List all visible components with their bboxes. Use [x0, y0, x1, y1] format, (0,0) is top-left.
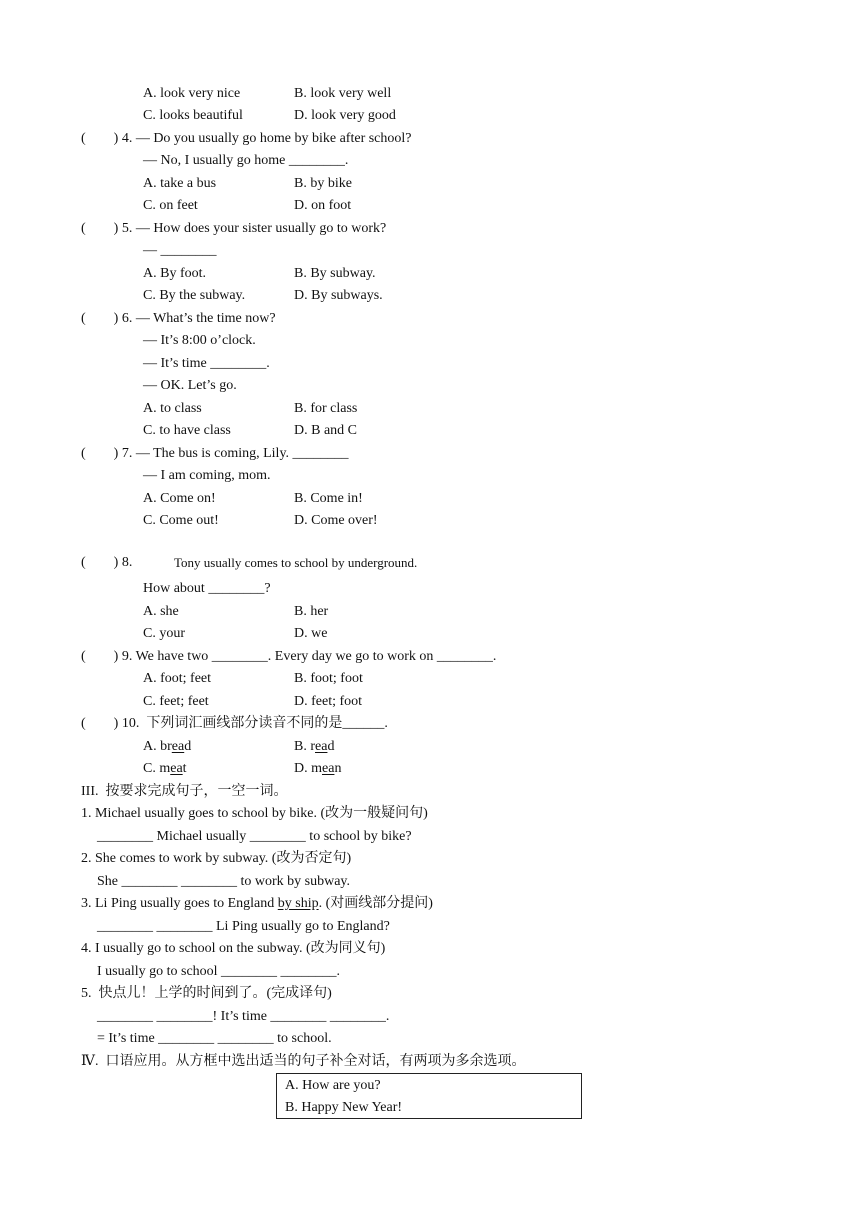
- section-3-title: III. 按要求完成句子，一空一词。: [81, 784, 288, 799]
- q7-reply: — I am coming, mom.: [143, 468, 271, 483]
- q8-option-c: C. your: [143, 626, 185, 641]
- q6-option-c: C. to have class: [143, 423, 231, 438]
- q5-reply: — ________: [143, 243, 217, 258]
- s3-answer-3: ________ ________ Li Ping usually go to England?: [97, 919, 390, 934]
- options-box: [276, 1073, 582, 1119]
- q10-option-b: B. read: [294, 739, 335, 754]
- section-4-title: Ⅳ. 口语应用。从方框中选出适当的句子补全对话，有两项为多余选项。: [81, 1054, 526, 1069]
- q6-stem: ( ) 6. — What’s the time now?: [81, 311, 276, 326]
- q4-option-b: B. by bike: [294, 176, 352, 191]
- q9-option-a: A. foot; feet: [143, 671, 212, 686]
- q8-stem: Tony usually comes to school by underground.: [174, 555, 418, 570]
- q5-option-a: A. By foot.: [143, 266, 206, 281]
- s3-sentence-1: 1. Michael usually goes to school by bike. (改为一般疑问句): [81, 806, 428, 821]
- q8-line-2: How about ________?: [143, 581, 271, 596]
- q8-option-b: B. her: [294, 604, 329, 619]
- q3-option-b: B. look very well: [294, 86, 392, 101]
- q4-option-a: A. take a bus: [143, 176, 217, 191]
- s3-answer-4: I usually go to school ________ ________.: [97, 964, 341, 979]
- q10-option-d: D. mean: [294, 761, 342, 776]
- q9-option-d: D. feet; foot: [294, 694, 363, 709]
- q9-stem: ( ) 9. We have two ________. Every day we go to work on ________.: [81, 649, 497, 664]
- q10-option-a: A. bread: [143, 739, 192, 754]
- q3-option-a: A. look very nice: [143, 86, 241, 101]
- q7-stem: ( ) 7. — The bus is coming, Lily. ________: [81, 446, 349, 461]
- q7-option-a: A. Come on!: [143, 491, 216, 506]
- q4-option-c: C. on feet: [143, 198, 198, 213]
- q9-option-b: B. foot; foot: [294, 671, 363, 686]
- q6-line-2: — It’s 8:00 o’clock.: [143, 333, 256, 348]
- q4-stem: ( ) 4. — Do you usually go home by bike after school?: [81, 131, 412, 146]
- q7-option-d: D. Come over!: [294, 513, 378, 528]
- s3-answer-1: ________ Michael usually ________ to school by bike?: [97, 829, 412, 844]
- q7-option-c: C. Come out!: [143, 513, 219, 528]
- q6-line-3: — It’s time ________.: [143, 356, 270, 371]
- q8-option-d: D. we: [294, 626, 328, 641]
- box-option-a: A. How are you?: [285, 1078, 381, 1093]
- box-option-b: B. Happy New Year!: [285, 1100, 403, 1115]
- q10-stem: ( ) 10. 下列词汇画线部分读音不同的是______.: [81, 716, 388, 731]
- s3-sentence-2: 2. She comes to work by subway. (改为否定句): [81, 851, 352, 866]
- q9-option-c: C. feet; feet: [143, 694, 209, 709]
- q3-option-c: C. looks beautiful: [143, 108, 243, 123]
- q3-option-d: D. look very good: [294, 108, 396, 123]
- q10-option-c: C. meat: [143, 761, 187, 776]
- s3-sentence-3: 3. Li Ping usually goes to England by ship. (对画线部分提问): [81, 896, 433, 911]
- q4-option-d: D. on foot: [294, 198, 352, 213]
- q6-line-4: — OK. Let’s go.: [143, 378, 237, 393]
- s3-answer-5: ________ ________! It’s time ________ ________.: [97, 1009, 390, 1024]
- q7-option-b: B. Come in!: [294, 491, 363, 506]
- s3-answer-5b: = It’s time ________ ________ to school.: [97, 1031, 332, 1046]
- q5-option-b: B. By subway.: [294, 266, 376, 281]
- s3-answer-2: She ________ ________ to work by subway.: [97, 874, 351, 889]
- q6-option-a: A. to class: [143, 401, 202, 416]
- q8-number: ( ) 8.: [81, 555, 133, 570]
- q5-option-d: D. By subways.: [294, 288, 383, 303]
- q5-stem: ( ) 5. — How does your sister usually go to work?: [81, 221, 387, 236]
- q5-option-c: C. By the subway.: [143, 288, 246, 303]
- s3-sentence-4: 4. I usually go to school on the subway. (改为同义句): [81, 941, 386, 956]
- q6-option-d: D. B and C: [294, 423, 357, 438]
- s3-sentence-5: 5. 快点儿！上学的时间到了。(完成译句): [81, 986, 332, 1001]
- q4-reply: — No, I usually go home ________.: [143, 153, 349, 168]
- q8-option-a: A. she: [143, 604, 179, 619]
- q6-option-b: B. for class: [294, 401, 358, 416]
